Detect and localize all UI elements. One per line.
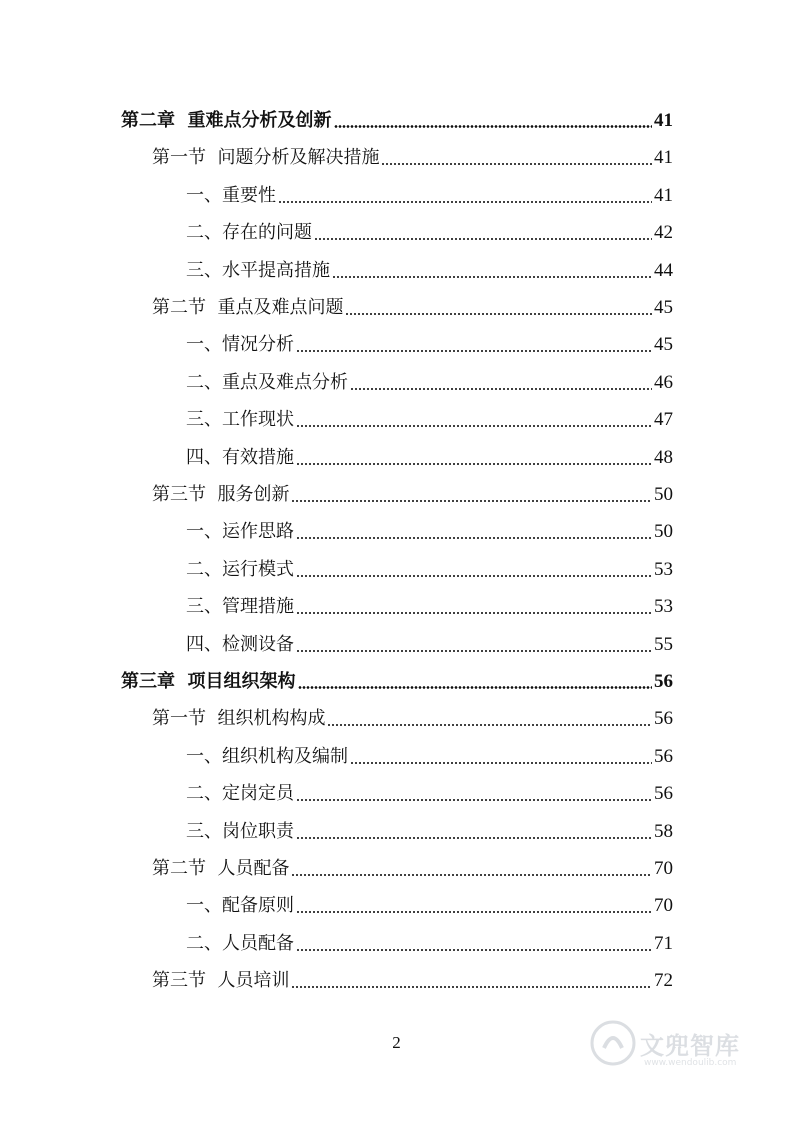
toc-entry-page: 53 — [654, 558, 673, 580]
toc-dot-leader — [296, 799, 652, 801]
toc-entry-title: 一、配备原则 — [186, 895, 294, 917]
toc-entry-title: 一、情况分析 — [186, 334, 294, 356]
toc-entry-page: 41 — [654, 110, 673, 131]
toc-entry-item[interactable] — [186, 630, 673, 656]
toc-entry-section[interactable] — [152, 966, 673, 992]
toc-dot-leader — [296, 911, 652, 913]
toc-entry-title: 一、组织机构及编制 — [186, 745, 348, 767]
toc-entry-chapter[interactable] — [121, 667, 673, 693]
toc-entry-page: 50 — [654, 521, 673, 543]
toc-entry-title: 第二节 人员配备 — [152, 858, 290, 879]
toc-entry-item[interactable] — [186, 817, 673, 843]
toc-entry-page: 42 — [654, 222, 673, 244]
toc-entry-page: 46 — [654, 371, 673, 393]
toc-entry-item[interactable] — [186, 443, 673, 469]
toc-entry-title: 一、运作思路 — [186, 521, 294, 543]
toc-entry-section[interactable] — [152, 480, 673, 506]
toc-entry-page: 58 — [654, 820, 673, 842]
toc-entry-title: 三、岗位职责 — [186, 820, 294, 842]
toc-entry-item[interactable] — [186, 779, 673, 805]
watermark-subtext: www.wendoulib.com — [644, 1058, 737, 1068]
toc-entry-item[interactable] — [186, 592, 673, 618]
toc-entry-page: 56 — [654, 671, 673, 692]
watermark — [590, 1020, 760, 1078]
toc-entry-section[interactable] — [152, 293, 673, 319]
toc-entry-section[interactable] — [152, 854, 673, 880]
toc-entry-title: 第三章 项目组织架构 — [121, 671, 296, 692]
toc-dot-leader — [345, 313, 652, 315]
toc-dot-leader — [334, 125, 652, 128]
toc-dot-leader — [350, 388, 652, 390]
toc-entry-page: 50 — [654, 484, 673, 505]
toc-entry-page: 45 — [654, 334, 673, 356]
toc-dot-leader — [296, 425, 652, 427]
toc-entry-title: 四、有效措施 — [186, 446, 294, 468]
toc-dot-leader — [350, 762, 652, 764]
toc-entry-page: 72 — [654, 970, 673, 992]
toc-entry-item[interactable] — [186, 368, 673, 394]
toc-entry-title: 三、工作现状 — [186, 409, 294, 431]
toc-entry-title: 二、重点及难点分析 — [186, 371, 348, 393]
toc-dot-leader — [296, 350, 652, 352]
toc-entry-page: 44 — [654, 259, 673, 281]
toc-entry-page: 70 — [654, 858, 673, 879]
toc-entry-page: 41 — [654, 184, 673, 206]
toc-entry-page: 41 — [654, 147, 673, 169]
toc-dot-leader — [332, 276, 652, 278]
toc-entry-title: 第一节 组织机构构成 — [152, 708, 326, 730]
toc-entry-page: 56 — [654, 783, 673, 805]
toc-dot-leader — [291, 986, 652, 988]
toc-dot-leader — [327, 724, 652, 726]
toc-entry-title: 第二章 重难点分析及创新 — [121, 110, 332, 131]
toc-entry-title: 三、水平提高措施 — [186, 259, 330, 281]
toc-entry-title: 第三节 服务创新 — [152, 484, 290, 505]
toc-entry-page: 48 — [654, 446, 673, 468]
toc-dot-leader — [278, 201, 652, 203]
toc-entry-title: 二、定岗定员 — [186, 783, 294, 805]
toc-entry-chapter[interactable] — [121, 106, 673, 132]
toc-dot-leader — [296, 650, 652, 652]
toc-entry-page: 70 — [654, 895, 673, 917]
toc-dot-leader — [296, 837, 652, 839]
toc-entry-page: 53 — [654, 596, 673, 618]
toc-entry-title: 二、运行模式 — [186, 558, 294, 580]
watermark-text: 文兜智库 — [640, 1032, 740, 1060]
toc-entry-page: 45 — [654, 297, 673, 318]
toc-entry-page: 56 — [654, 745, 673, 767]
toc-dot-leader — [296, 612, 652, 614]
toc-entry-title: 三、管理措施 — [186, 596, 294, 618]
toc-entry-item[interactable] — [186, 891, 673, 917]
toc-entry-item[interactable] — [186, 181, 673, 207]
toc-entry-section[interactable] — [152, 143, 673, 169]
toc-dot-leader — [296, 463, 652, 465]
toc-dot-leader — [381, 163, 652, 165]
toc-entry-page: 55 — [654, 633, 673, 655]
toc-entry-item[interactable] — [186, 330, 673, 356]
toc-entry-title: 一、重要性 — [186, 184, 276, 206]
toc-entry-section[interactable] — [152, 704, 673, 730]
toc-dot-leader — [296, 537, 652, 539]
toc-entry-title: 二、人员配备 — [186, 932, 294, 954]
toc-entry-page: 56 — [654, 708, 673, 730]
toc-entry-title: 第三节 人员培训 — [152, 970, 290, 992]
toc-entry-item[interactable] — [186, 929, 673, 955]
toc-entry-title: 第一节 问题分析及解决措施 — [152, 147, 380, 169]
toc-entry-page: 47 — [654, 409, 673, 431]
watermark-logo-icon — [590, 1020, 636, 1066]
toc-entry-page: 71 — [654, 932, 673, 954]
toc-entry-title: 二、存在的问题 — [186, 222, 312, 244]
toc-entry-title: 第二节 重点及难点问题 — [152, 297, 344, 318]
page-number: 2 — [392, 1033, 401, 1052]
toc-dot-leader — [296, 575, 652, 577]
toc-entry-item[interactable] — [186, 218, 673, 244]
toc-entry-item[interactable] — [186, 555, 673, 581]
toc-entry-item[interactable] — [186, 256, 673, 282]
toc-entry-title: 四、检测设备 — [186, 633, 294, 655]
toc-entry-item[interactable] — [186, 742, 673, 768]
toc-entry-item[interactable] — [186, 517, 673, 543]
toc-dot-leader — [314, 238, 652, 240]
toc-entry-item[interactable] — [186, 405, 673, 431]
toc-dot-leader — [291, 500, 652, 502]
toc-dot-leader — [298, 686, 652, 689]
toc-dot-leader — [291, 874, 652, 876]
toc-dot-leader — [296, 949, 652, 951]
